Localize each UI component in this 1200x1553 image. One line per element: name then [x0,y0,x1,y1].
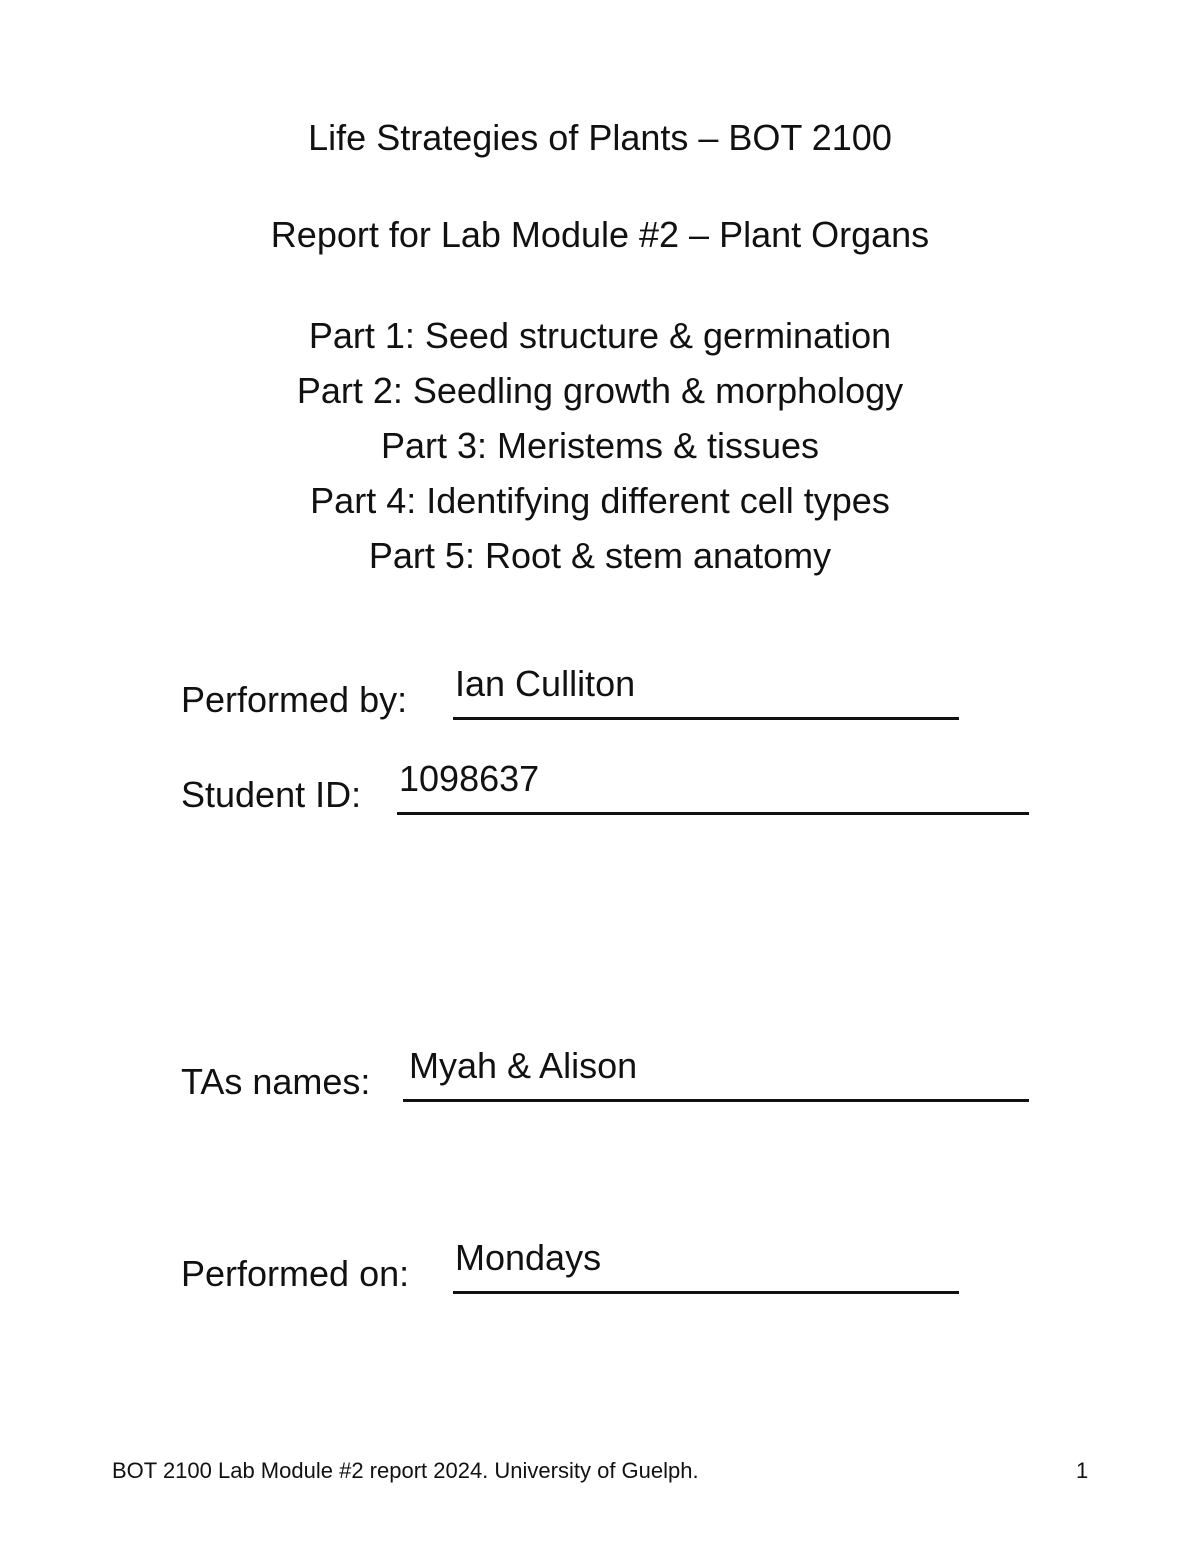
performed-on-value[interactable]: Mondays [455,1237,602,1278]
performed-on-row [181,1234,961,1294]
tas-names-row [181,1042,1031,1102]
student-id-row [181,755,1031,815]
student-id-label: Student ID: [181,774,362,815]
tas-names-value[interactable]: Myah & Alison [409,1045,638,1086]
report-title: Report for Lab Module #2 – Plant Organs [270,214,930,255]
parts-list [0,308,1200,583]
part-item: Part 5: Root & stem anatomy [368,535,832,576]
student-id-value[interactable]: 1098637 [399,758,540,799]
course-title: Life Strategies of Plants – BOT 2100 [308,117,892,158]
tas-names-underline [403,1099,1029,1102]
student-id-underline [397,812,1029,815]
performed-on-label: Performed on: [181,1253,410,1294]
performed-by-value[interactable]: Ian Culliton [455,663,636,704]
performed-by-row [181,660,961,720]
part-item: Part 3: Meristems & tissues [380,425,820,466]
tas-names-label: TAs names: [181,1061,371,1102]
footer-text: BOT 2100 Lab Module #2 report 2024. University of Guelph. [112,1458,699,1483]
part-item: Part 2: Seedling growth & morphology [296,370,904,411]
part-item: Part 1: Seed structure & germination [308,315,892,356]
part-item: Part 4: Identifying different cell types [310,480,890,521]
performed-by-underline [453,717,959,720]
performed-by-label: Performed by: [181,679,408,720]
page-number: 1 [1076,1458,1089,1483]
performed-on-underline [453,1291,959,1294]
